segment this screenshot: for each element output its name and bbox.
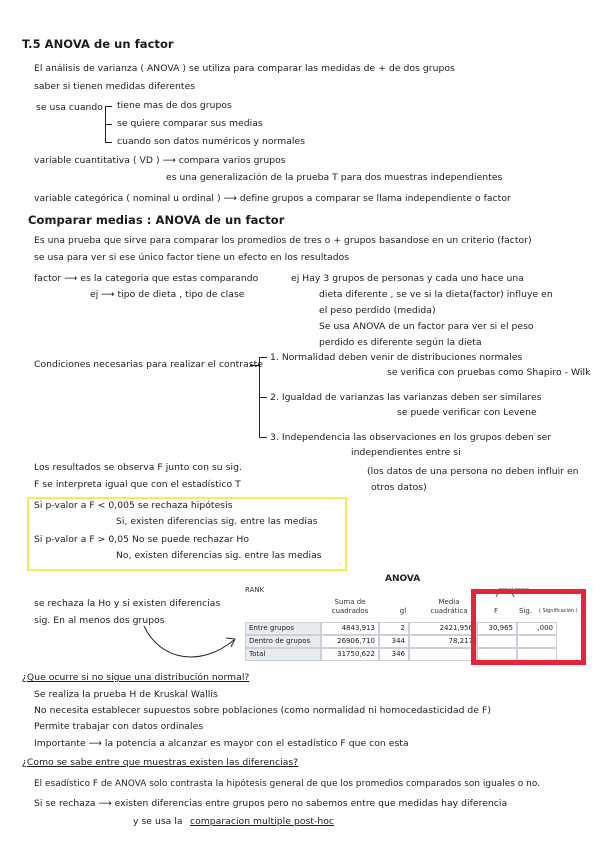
table-cell: 346 <box>379 648 409 661</box>
brace-tick <box>105 106 112 107</box>
brace-tick <box>259 437 267 438</box>
brace-tick <box>250 365 259 366</box>
table-row-label: Total <box>245 648 321 661</box>
header-sig-note: ( Significación ) <box>539 608 578 614</box>
use-when-item: se quiere comparar sus medias <box>117 118 263 129</box>
decision-line: Si, existen diferencias sig. entre las medias <box>116 516 318 527</box>
vi-line: variable categórica ( nominal u ordinal ) ⟶ define grupos a comparar se llama independiente o factor <box>34 193 511 204</box>
q2-line: El esadístico F de ANOVA solo contrasta la hipótesis general de que los promedios comparados son iguales o no. <box>34 779 541 789</box>
factor-def: factor ⟶ es la categoria que estas comparando <box>34 273 259 284</box>
q1-line: Se realiza la prueba H de Kruskal Wallis <box>34 689 218 700</box>
results-line: Los resultados se observa F junto con su sig. <box>34 462 242 473</box>
brace-tick <box>105 142 112 143</box>
header-sig: Sig. <box>519 607 533 615</box>
anova-title: ANOVA <box>385 574 421 584</box>
table-cell: 31750,622 <box>321 648 379 661</box>
post-hoc-link: comparacion multiple post-hoc <box>190 816 334 827</box>
decision-line: No, existen diferencias sig. entre las medias <box>116 550 322 561</box>
brace-tick <box>259 357 267 358</box>
q2-line: Si se rechaza ⟶ existen diferencias entre grupos pero no sabemos entre que medidas hay diferencia <box>34 798 508 809</box>
table-row-label: Entre grupos <box>245 622 321 635</box>
anova-subtitle: RANK <box>245 586 265 594</box>
section-heading: Comparar medias : ANOVA de un factor <box>28 213 285 227</box>
q2-last-prefix: y se usa la <box>133 816 183 827</box>
highlight-box <box>471 589 586 665</box>
brace-tick <box>105 124 112 125</box>
example-line: Se usa ANOVA de un factor para ver si el peso <box>319 321 534 332</box>
condition-varianzas-note: se puede verificar con Levene <box>397 407 537 418</box>
table-cell <box>409 648 477 661</box>
table-cell: 2421,956 <box>409 622 477 635</box>
conditions-label: Condiciones necesarias para realizar el contraste <box>34 359 263 370</box>
decision-line: Si p-valor a F < 0,005 se rechaza hipótesis <box>34 500 233 511</box>
page-title: T.5 ANOVA de un factor <box>22 37 174 51</box>
table-cell: 2 <box>379 622 409 635</box>
table-cell: 30,965 <box>477 622 517 635</box>
table-cell: 78,217 <box>409 635 477 648</box>
header-ss: Suma de cuadrados <box>331 598 369 615</box>
header-f: F <box>493 607 499 615</box>
use-when-item: cuando son datos numéricos y normales <box>117 136 306 147</box>
intro-line-2: saber si tienen medidas diferentes <box>34 81 196 92</box>
factor-example: ej ⟶ tipo de dieta , tipo de clase <box>90 289 245 300</box>
q1-line: Importante ⟶ la potencia a alcanzar es mayor con el estadístico F que con esta <box>34 738 409 749</box>
vd-line-1: variable cuantitativa ( VD ) ⟶ compara varios grupos <box>34 155 286 166</box>
independence-note: otros datos) <box>371 482 427 493</box>
independence-note: (los datos de una persona no deben influir en <box>367 466 579 477</box>
header-ms: Media cuadrática <box>430 598 468 615</box>
example-line: el peso perdido (medida) <box>319 305 436 316</box>
table-cell: 4843,913 <box>321 622 379 635</box>
arrow-icon <box>140 620 240 670</box>
question-heading: ¿Como se sabe entre que muestras existen las diferencias? <box>22 757 299 768</box>
q1-line: Permite trabajar con datos ordinales <box>34 721 204 732</box>
condition-independencia-note: independientes entre si <box>351 447 461 458</box>
condition-normalidad: 1. Normalidad deben venir de distribuciones normales <box>270 352 523 363</box>
intro-line-1: El análisis de varianza ( ANOVA ) se utiliza para comparar las medidas de + de dos grupos <box>34 63 455 74</box>
table-cell: ,000 <box>517 622 557 635</box>
condition-independencia: 3. Independencia las observaciones en los grupos deben ser <box>270 432 552 443</box>
results-line: F se interpreta igual que con el estadístico T <box>34 479 241 490</box>
example-line: perdido es diferente según la dieta <box>319 337 482 348</box>
example-line: ej Hay 3 grupos de personas y cada uno hace una <box>291 273 524 284</box>
section-line-1: Es una prueba que sirve para comparar los promedios de tres o + grupos basandose en un criterio (factor) <box>34 235 532 246</box>
example-line: dieta diferente , se ve si la dieta(factor) influye en <box>319 289 553 300</box>
brace-tick <box>259 397 267 398</box>
question-heading: ¿Que ocurre si no sigue una distribución normal? <box>22 672 250 683</box>
use-when-item: tiene mas de dos grupos <box>117 100 232 111</box>
q1-line: No necesita establecer supuestos sobre poblaciones (como normalidad ni homocedasticidad de F) <box>34 705 491 716</box>
table-row-label: Dentro de grupos <box>245 635 321 648</box>
table-cell: 26906,710 <box>321 635 379 648</box>
table-cell: 344 <box>379 635 409 648</box>
top-note: por si acaso <box>499 587 530 593</box>
condition-varianzas: 2. Igualdad de varianzas las varianzas deben ser similares <box>270 392 542 403</box>
header-gl: gl <box>399 607 407 615</box>
condition-normalidad-note: se verifica con pruebas como Shapiro - Wilk <box>387 367 591 378</box>
reject-note: sig. En al menos dos grupos <box>34 615 165 626</box>
reject-note: se rechaza la Ho y si existen diferencias <box>34 598 221 609</box>
decision-line: Si p-valor a F > 0,05 No se puede rechazar Ho <box>34 534 250 545</box>
use-when-label: se usa cuando <box>36 102 103 113</box>
section-line-2: se usa para ver si ese único factor tiene un efecto en los resultados <box>34 252 350 263</box>
vd-line-2: es una generalización de la prueba T para dos muestras independientes <box>166 172 503 183</box>
